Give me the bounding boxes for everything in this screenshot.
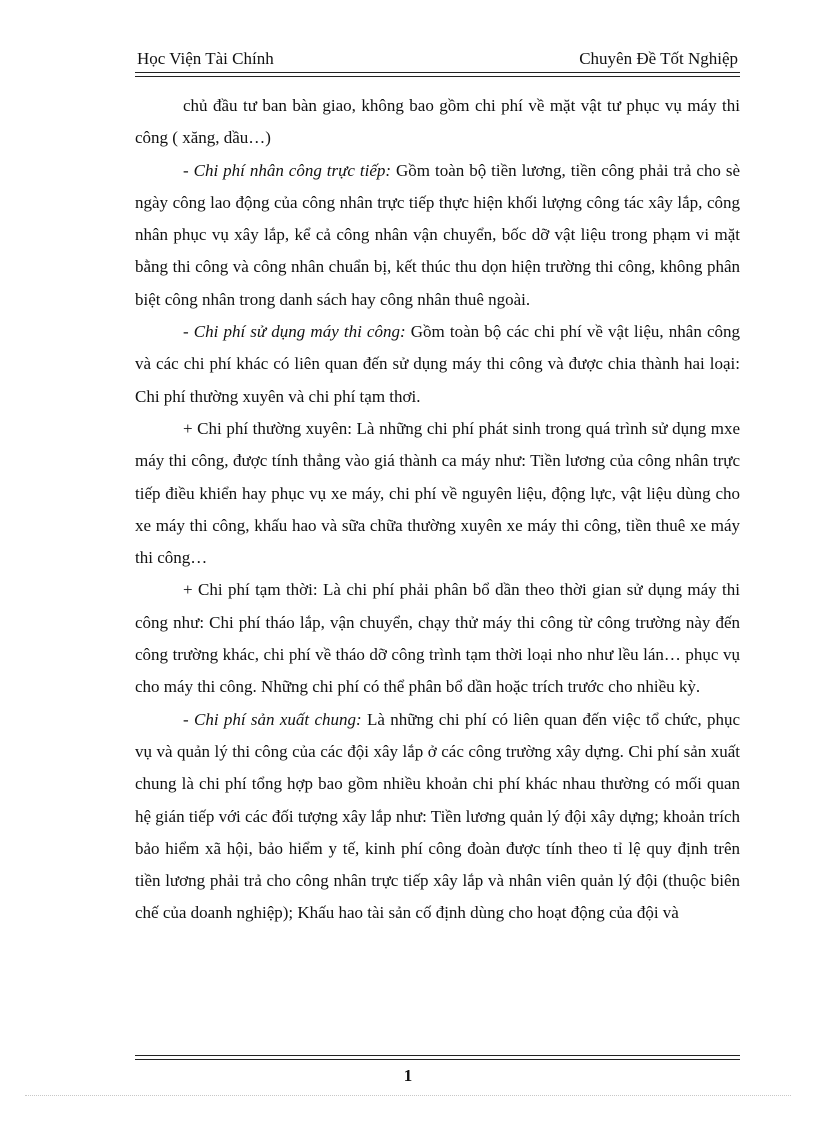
page-break-line <box>25 1095 791 1096</box>
document-body <box>135 90 740 930</box>
footer-divider <box>135 1055 740 1060</box>
paragraph-lead: - Chi phí sử dụng máy thi công: <box>183 322 406 342</box>
header-document-type: Chuyên Đề Tốt Nghiệp <box>579 49 738 68</box>
paragraph <box>135 574 740 703</box>
page-number: 1 <box>403 1066 413 1085</box>
paragraph <box>135 90 740 155</box>
paragraph-text: Là những chi phí có liên quan đến việc tổ chức, phục vụ và quản lý thi công của các đội xây lắp ở các công trường xây dựng. Chi phí sản xuất chung là chi phí tổng hợp bao gồm nhiều khoản chi phí khác nhau thường có mối quan hệ gián tiếp với các đối tượng xây lắp như: Tiền lương quản lý đội xây dựng; khoản trích bảo hiểm xã hội, bảo hiểm y tế, kinh phí công đoàn được tính theo tỉ lệ quy định trên tiền lương phải trả cho công nhân trực tiếp xây lắp và nhân viên quản lý đội (thuộc biên chế của doanh nghiệp); Khấu hao tài sản cố định dùng cho hoạt động của đội và <box>135 709 740 923</box>
paragraph <box>135 413 740 574</box>
header-divider <box>135 72 740 77</box>
paragraph-text: chủ đầu tư ban bàn giao, không bao gồm chi phí về mặt vật tư phục vụ máy thi công ( xăng, dầu…) <box>135 96 740 148</box>
paragraph-lead: - Chi phí sản xuất chung: <box>183 709 362 729</box>
paragraph-text: Gồm toàn bộ tiền lương, tiền công phải trả cho sè ngày công lao động của công nhân trực tiếp thực hiện khối lượng công tác xây lắp, công nhân phục vụ xây lắp, kể cả công nhân vận chuyển, bốc dỡ vật liệu trong phạm vi mặt bằng thi công và công nhân chuẩn bị, kết thúc thu dọn hiện trường thi công, không phân biệt công nhân trong danh sách hay công nhân thuê ngoài. <box>135 160 740 309</box>
paragraph-text: Gồm toàn bộ các chi phí về vật liệu, nhân công và các chi phí khác có liên quan đến sử dụng máy thi công và được chia thành hai loại: Chi phí thường xuyên và chi phí tạm thơi. <box>135 322 741 406</box>
paragraph <box>135 704 740 930</box>
paragraph <box>135 155 740 316</box>
paragraph <box>135 316 740 413</box>
paragraph-text: + Chi phí thường xuyên: Là những chi phí phát sinh trong quá trình sử dụng mxe máy thi công, được tính thẳng vào giá thành ca máy như: Tiền lương của công nhân trực tiếp điều khiển hay phục vụ xe máy, chi phí về nguyên liệu, động lực, vật liệu dùng cho xe máy thi công, khấu hao và sữa chữa thường xuyên xe máy thi công, tiền thuê xe máy thi công… <box>135 418 740 568</box>
paragraph-lead: - Chi phí nhân công trực tiếp: <box>183 160 392 180</box>
header-institution: Học Viện Tài Chính <box>137 49 274 68</box>
paragraph-text: + Chi phí tạm thời: Là chi phí phải phân bổ dần theo thời gian sử dụng máy thi công như: Chi phí tháo lắp, vận chuyển, chạy thử máy thi công từ công trường này đến công trường khác, chi phí về tháo dỡ công trình tạm thời loại nho như lều lán… phục vụ cho máy thi công. Những chi phí có thể phân bổ dần hoặc trích trước cho nhiều kỳ. <box>135 580 740 697</box>
